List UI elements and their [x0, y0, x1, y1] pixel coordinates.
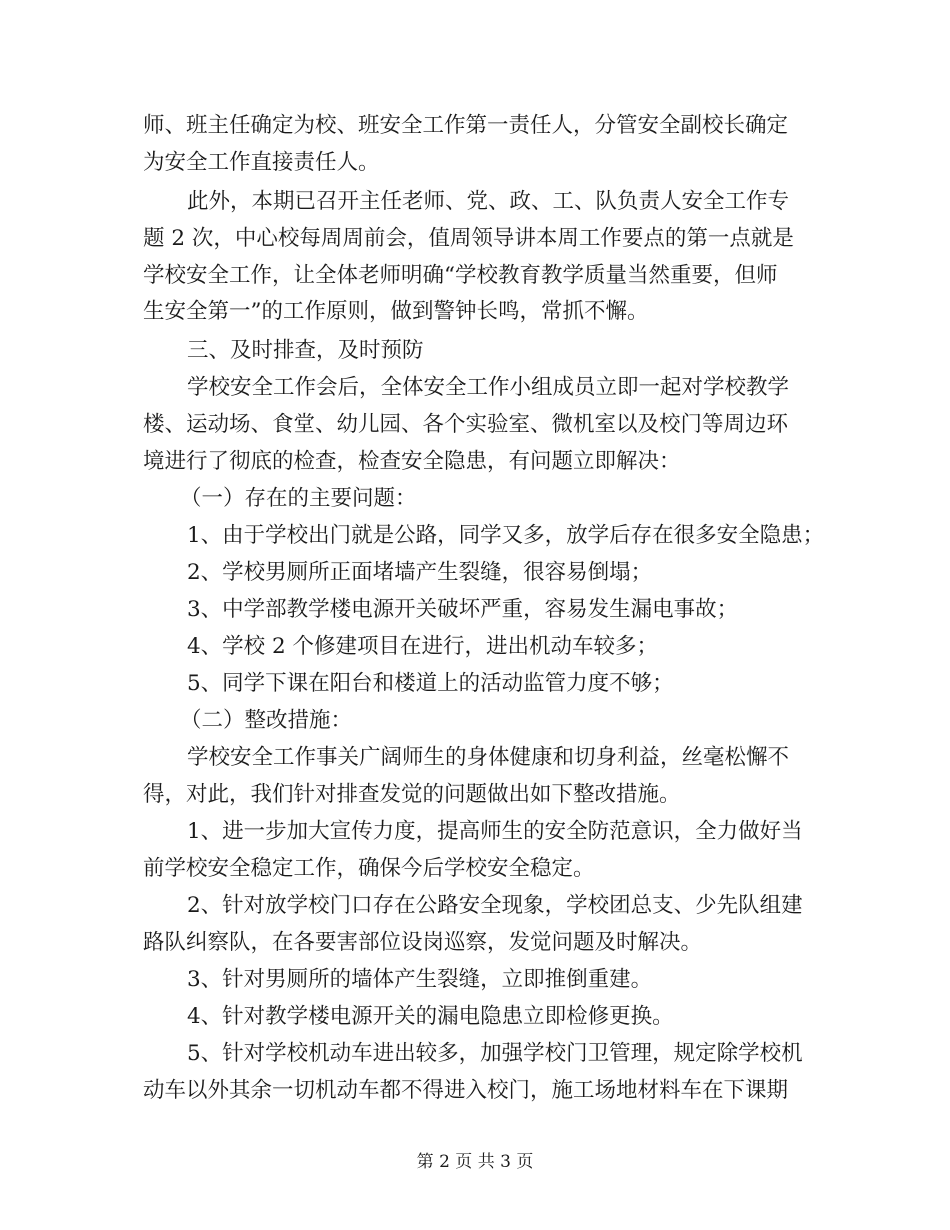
- paragraph-line: 学校安全工作事关广阔师生的身体健康和切身利益，丝毫松懈不: [187, 745, 790, 770]
- list-item: 2、针对放学校门口存在公路安全现象，学校团总支、少先队组建: [187, 893, 803, 918]
- page-number-footer: 第 2 页 共 3 页: [416, 1152, 534, 1172]
- list-item: 3、中学部教学楼电源开关破坏严重，容易发生漏电事故；: [187, 597, 739, 622]
- paragraph-line: 动车以外其余一切机动车都不得进入校门，施工场地材料车在下课期: [143, 1078, 789, 1103]
- list-item: 2、学校男厕所正面堵墙产生裂缝，很容易倒塌；: [187, 560, 653, 585]
- paragraph-line: 学校安全工作会后，全体安全工作小组成员立即一起对学校教学: [187, 375, 790, 400]
- paragraph-line: 生安全第一”的工作原则，做到警钟长鸣，常抓不懈。: [143, 299, 649, 324]
- paragraph-line: 楼、运动场、食堂、幼儿园、各个实验室、微机室以及校门等周边环: [143, 412, 789, 437]
- list-item: 4、针对教学楼电源开关的漏电隐患立即检修更换。: [187, 1004, 674, 1029]
- list-item: 1、由于学校出门就是公路，同学又多，放学后存在很多安全隐患；: [187, 523, 825, 548]
- paragraph-line: 师、班主任确定为校、班安全工作第一责任人，分管安全副校长确定: [143, 113, 789, 138]
- paragraph-line: 前学校安全稳定工作，确保今后学校安全稳定。: [143, 856, 595, 881]
- subsection-heading: （一）存在的主要问题：: [180, 486, 417, 511]
- subsection-heading: （二）整改措施：: [180, 708, 353, 733]
- paragraph-line: 路队纠察队，在各要害部位设岗巡察，发觉问题及时解决。: [143, 930, 703, 955]
- list-item: 1、进一步加大宣传力度，提高师生的安全防范意识，全力做好当: [187, 819, 803, 844]
- paragraph-line: 学校安全工作，让全体老师明确“学校教育教学质量当然重要，但师: [143, 263, 778, 288]
- paragraph-line: 此外，本期已召开主任老师、党、政、工、队负责人安全工作专: [187, 189, 790, 214]
- paragraph-line: 题 2 次，中心校每周周前会，值周领导讲本周工作要点的第一点就是: [143, 226, 794, 251]
- list-item: 4、学校 2 个修建项目在进行，进出机动车较多；: [187, 634, 659, 659]
- list-item: 5、针对学校机动车进出较多，加强学校门卫管理，规定除学校机: [187, 1041, 803, 1066]
- paragraph-line: 得，对此，我们针对排查发觉的问题做出如下整改措施。: [143, 782, 681, 807]
- list-item: 5、同学下课在阳台和楼道上的活动监管力度不够；: [187, 671, 674, 696]
- paragraph-line: 境进行了彻底的检查，检查安全隐患，有问题立即解决：: [143, 449, 681, 474]
- section-heading: 三、及时排查，及时预防: [187, 338, 424, 363]
- list-item: 3、针对男厕所的墙体产生裂缝，立即推倒重建。: [187, 967, 653, 992]
- paragraph-line: 为安全工作直接责任人。: [143, 150, 380, 175]
